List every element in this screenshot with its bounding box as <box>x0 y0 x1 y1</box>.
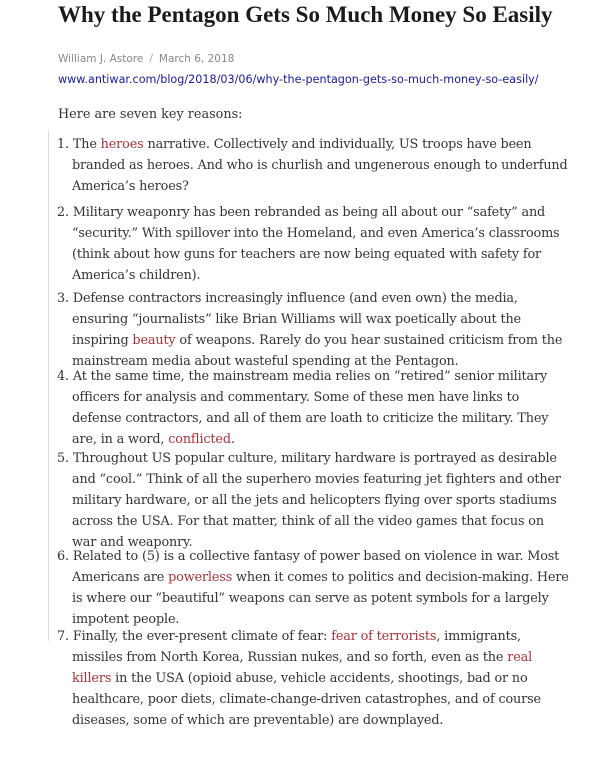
item-text-part: Finally, the ever-present climate of fear: <box>72 629 332 644</box>
list-item-7 <box>57 626 572 731</box>
item-text-part: , immigrants, missiles from North Korea, Russian nukes, and so forth, even as the <box>72 629 521 665</box>
item-text-part: when it comes to politics and decision-making. Here is where our “beautiful” weapons can serve as potent symbols for a largely impotent people. <box>72 570 569 627</box>
item-number: 6. <box>57 549 69 564</box>
quote-divider-line <box>48 131 49 641</box>
real-killers-link[interactable]: real killers <box>72 650 533 686</box>
item-text-part: . <box>230 432 235 447</box>
conflicted-link[interactable]: conflicted <box>168 432 231 447</box>
item-number: 5. <box>57 451 69 466</box>
item-text-part: in the USA (opioid abuse, vehicle accidents, shootings, bad or no healthcare, poor diets, climate-change-driven catastrophes, and of course diseases, some of which are preventable) are downplayed. <box>72 671 541 728</box>
list-item-4 <box>57 366 572 450</box>
list-item-6 <box>57 546 572 630</box>
fear-of-terrorists-link[interactable]: fear of terrorists <box>331 629 437 644</box>
author-name[interactable]: William J. Astore <box>58 53 144 65</box>
item-number: 7. <box>57 629 69 644</box>
beauty-link[interactable]: beauty <box>132 333 176 348</box>
item-text: Throughout US popular culture, military hardware is portrayed as desirable and “cool.” Think of all the superhero movies featuring jet fighters and other military hardware, or all the jets and helicopters flying over sports stadiums across the USA. For that matter, think of all the video games that focus on war and weaponry. <box>72 451 561 550</box>
item-number: 3. <box>57 291 69 306</box>
item-text-part: Related to (5) is a collective fantasy of power based on violence in war. Most Americans are <box>72 549 560 585</box>
list-item-2 <box>57 202 572 286</box>
list-item-5 <box>57 448 572 553</box>
byline <box>58 53 234 65</box>
item-text-part: The <box>72 137 101 152</box>
article-title: Why the Pentagon Gets So Much Money So Easily <box>58 2 553 27</box>
heroes-link[interactable]: heroes <box>100 137 144 152</box>
item-text: Military weaponry has been rebranded as being all about our “safety” and “security.” With spillover into the Homeland, and even America’s classrooms (think about how guns for teachers are now being equated with safety for America’s children). <box>72 205 560 283</box>
publish-date: March 6, 2018 <box>158 53 235 65</box>
byline-separator: / <box>149 53 153 65</box>
item-number: 1. <box>57 137 69 152</box>
item-text-part: of weapons. Rarely do you hear sustained criticism from the mainstream media about wasteful spending at the Pentagon. <box>72 333 563 369</box>
item-number: 2. <box>57 205 69 220</box>
item-text-part: narrative. Collectively and individually, US troops have been branded as heroes. And who is churlish and ungenerous enough to underfund America’s heroes? <box>72 137 568 194</box>
item-text-part: Defense contractors increasingly influence (and even own) the media, ensuring “journalists” like Brian Williams will wax poetically about the inspiring <box>72 291 521 348</box>
source-url-link[interactable]: www.antiwar.com/blog/2018/03/06/why-the-pentagon-gets-so-much-money-so-easily/ <box>58 73 539 86</box>
item-number: 4. <box>57 369 69 384</box>
item-text-part: At the same time, the mainstream media relies on “retired” senior military officers for analysis and commentary. Some of these men have links to defense contractors, and all of them are loath to criticize the military. They are, in a word, <box>72 369 549 447</box>
powerless-link[interactable]: powerless <box>168 570 233 585</box>
intro-text: Here are seven key reasons: <box>58 107 243 122</box>
list-item-3 <box>57 288 572 372</box>
list-item-1 <box>57 134 572 197</box>
